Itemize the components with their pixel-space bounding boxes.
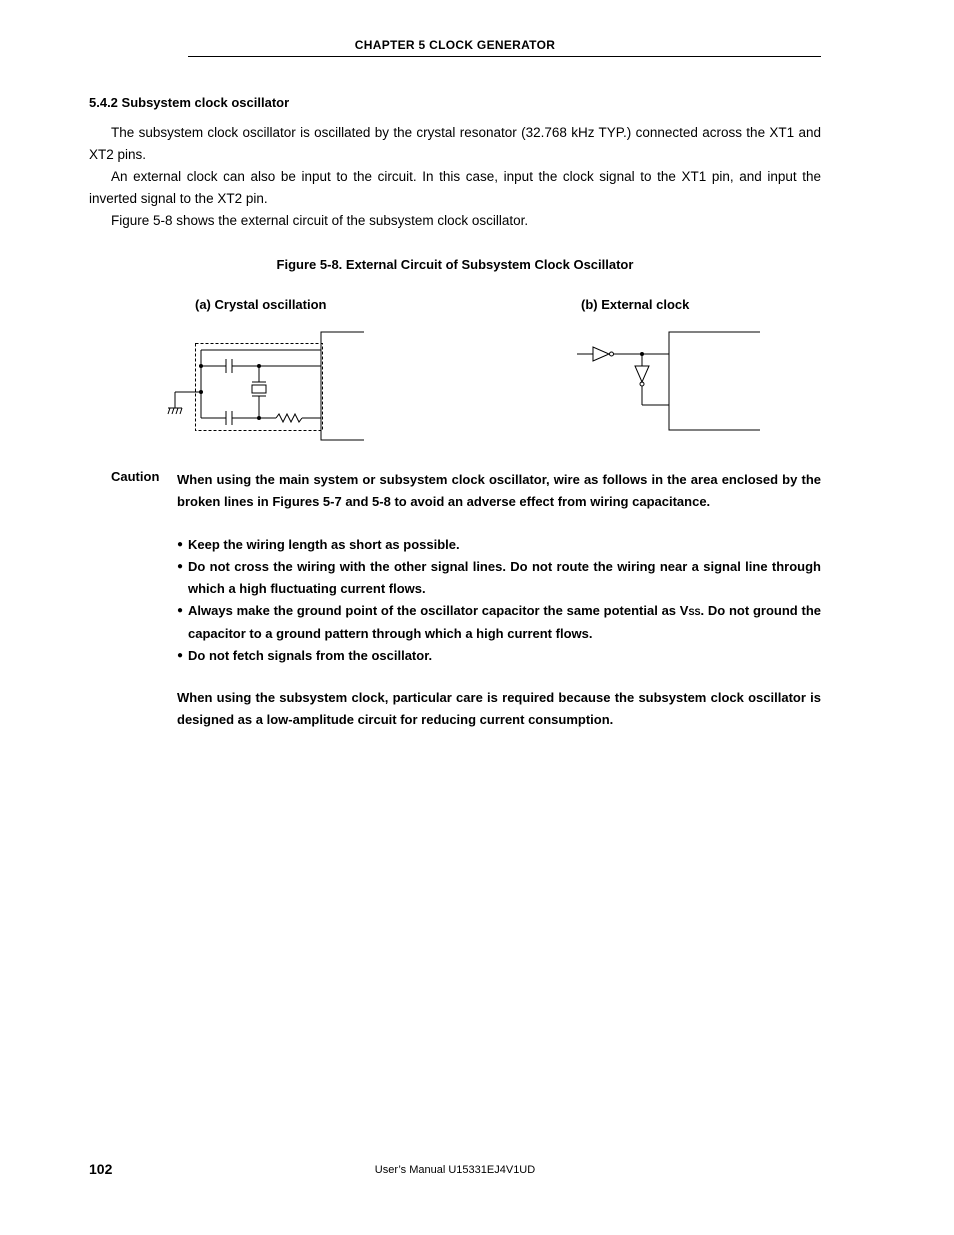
figure-caption: Figure 5-8. External Circuit of Subsystem Clock Oscillator xyxy=(276,257,634,272)
vss-subscript: SS xyxy=(688,607,701,617)
footer-manual-id: User’s Manual U15331EJ4V1UD xyxy=(374,1164,536,1176)
chip-outline xyxy=(321,332,364,440)
bullet-icon: ● xyxy=(177,561,184,572)
junction-dot xyxy=(257,364,261,368)
inverter-buffer xyxy=(635,366,649,382)
caution-label: Caution xyxy=(111,469,160,484)
body-paragraph: Figure 5-8 shows the external circuit of the subsystem clock oscillator. xyxy=(111,213,529,228)
resistor xyxy=(276,414,302,422)
external-clock-diagram xyxy=(574,326,764,436)
list-item xyxy=(177,556,821,600)
body-paragraph: The subsystem clock oscillator is oscillated by the crystal resonator (32.768 kHz TYP.) connected across the XT1 and XT2 pins. xyxy=(89,125,821,162)
bullet-text: Always make the ground point of the oscillator capacitor the same potential as VSS. Do not ground the capacitor to a ground pattern through which a high current flows. xyxy=(188,603,821,641)
caution-bullet-list xyxy=(177,534,821,667)
junction-dot xyxy=(640,352,644,356)
bullet-text: Do not cross the wiring with the other signal lines. Do not route the wiring near a signal line through which a high fluctuating current flows. xyxy=(188,559,821,596)
junction-dot xyxy=(199,364,203,368)
body-paragraph: An external clock can also be input to the circuit. In this case, input the clock signal to the XT1 pin, and input the inverted signal to the XT2 pin. xyxy=(89,169,821,206)
crystal-oscillation-diagram xyxy=(164,326,374,446)
list-item xyxy=(177,534,821,556)
list-item xyxy=(177,645,821,667)
crystal-resonator xyxy=(252,385,266,393)
bullet-icon: ● xyxy=(177,605,184,616)
chip-outline xyxy=(669,332,760,430)
list-item xyxy=(177,600,821,645)
bullet-text: Do not fetch signals from the oscillator. xyxy=(188,648,433,663)
running-header: CHAPTER 5 CLOCK GENERATOR xyxy=(354,38,556,52)
header-rule xyxy=(188,56,821,57)
subfigure-b-label: (b) External clock xyxy=(581,297,690,312)
section-title: 5.4.2 Subsystem clock oscillator xyxy=(89,95,290,110)
caution-intro: When using the main system or subsystem clock oscillator, wire as follows in the area enclosed by the broken lines in Figures 5-7 and 5-8 to avoid an adverse effect from wiring capacitance. xyxy=(177,472,821,509)
bullet-icon: ● xyxy=(177,650,184,661)
bullet-text: Keep the wiring length as short as possible. xyxy=(188,537,460,552)
junction-dot xyxy=(257,416,261,420)
caution-closing: When using the subsystem clock, particular care is required because the subsystem clock oscillator is designed as a low-amplitude circuit for reducing current consumption. xyxy=(177,690,821,727)
inverter-buffer xyxy=(593,347,609,361)
page-number: 102 xyxy=(89,1161,113,1177)
bullet-icon: ● xyxy=(177,539,184,550)
subfigure-a-label: (a) Crystal oscillation xyxy=(195,297,327,312)
junction-dot xyxy=(199,390,203,394)
